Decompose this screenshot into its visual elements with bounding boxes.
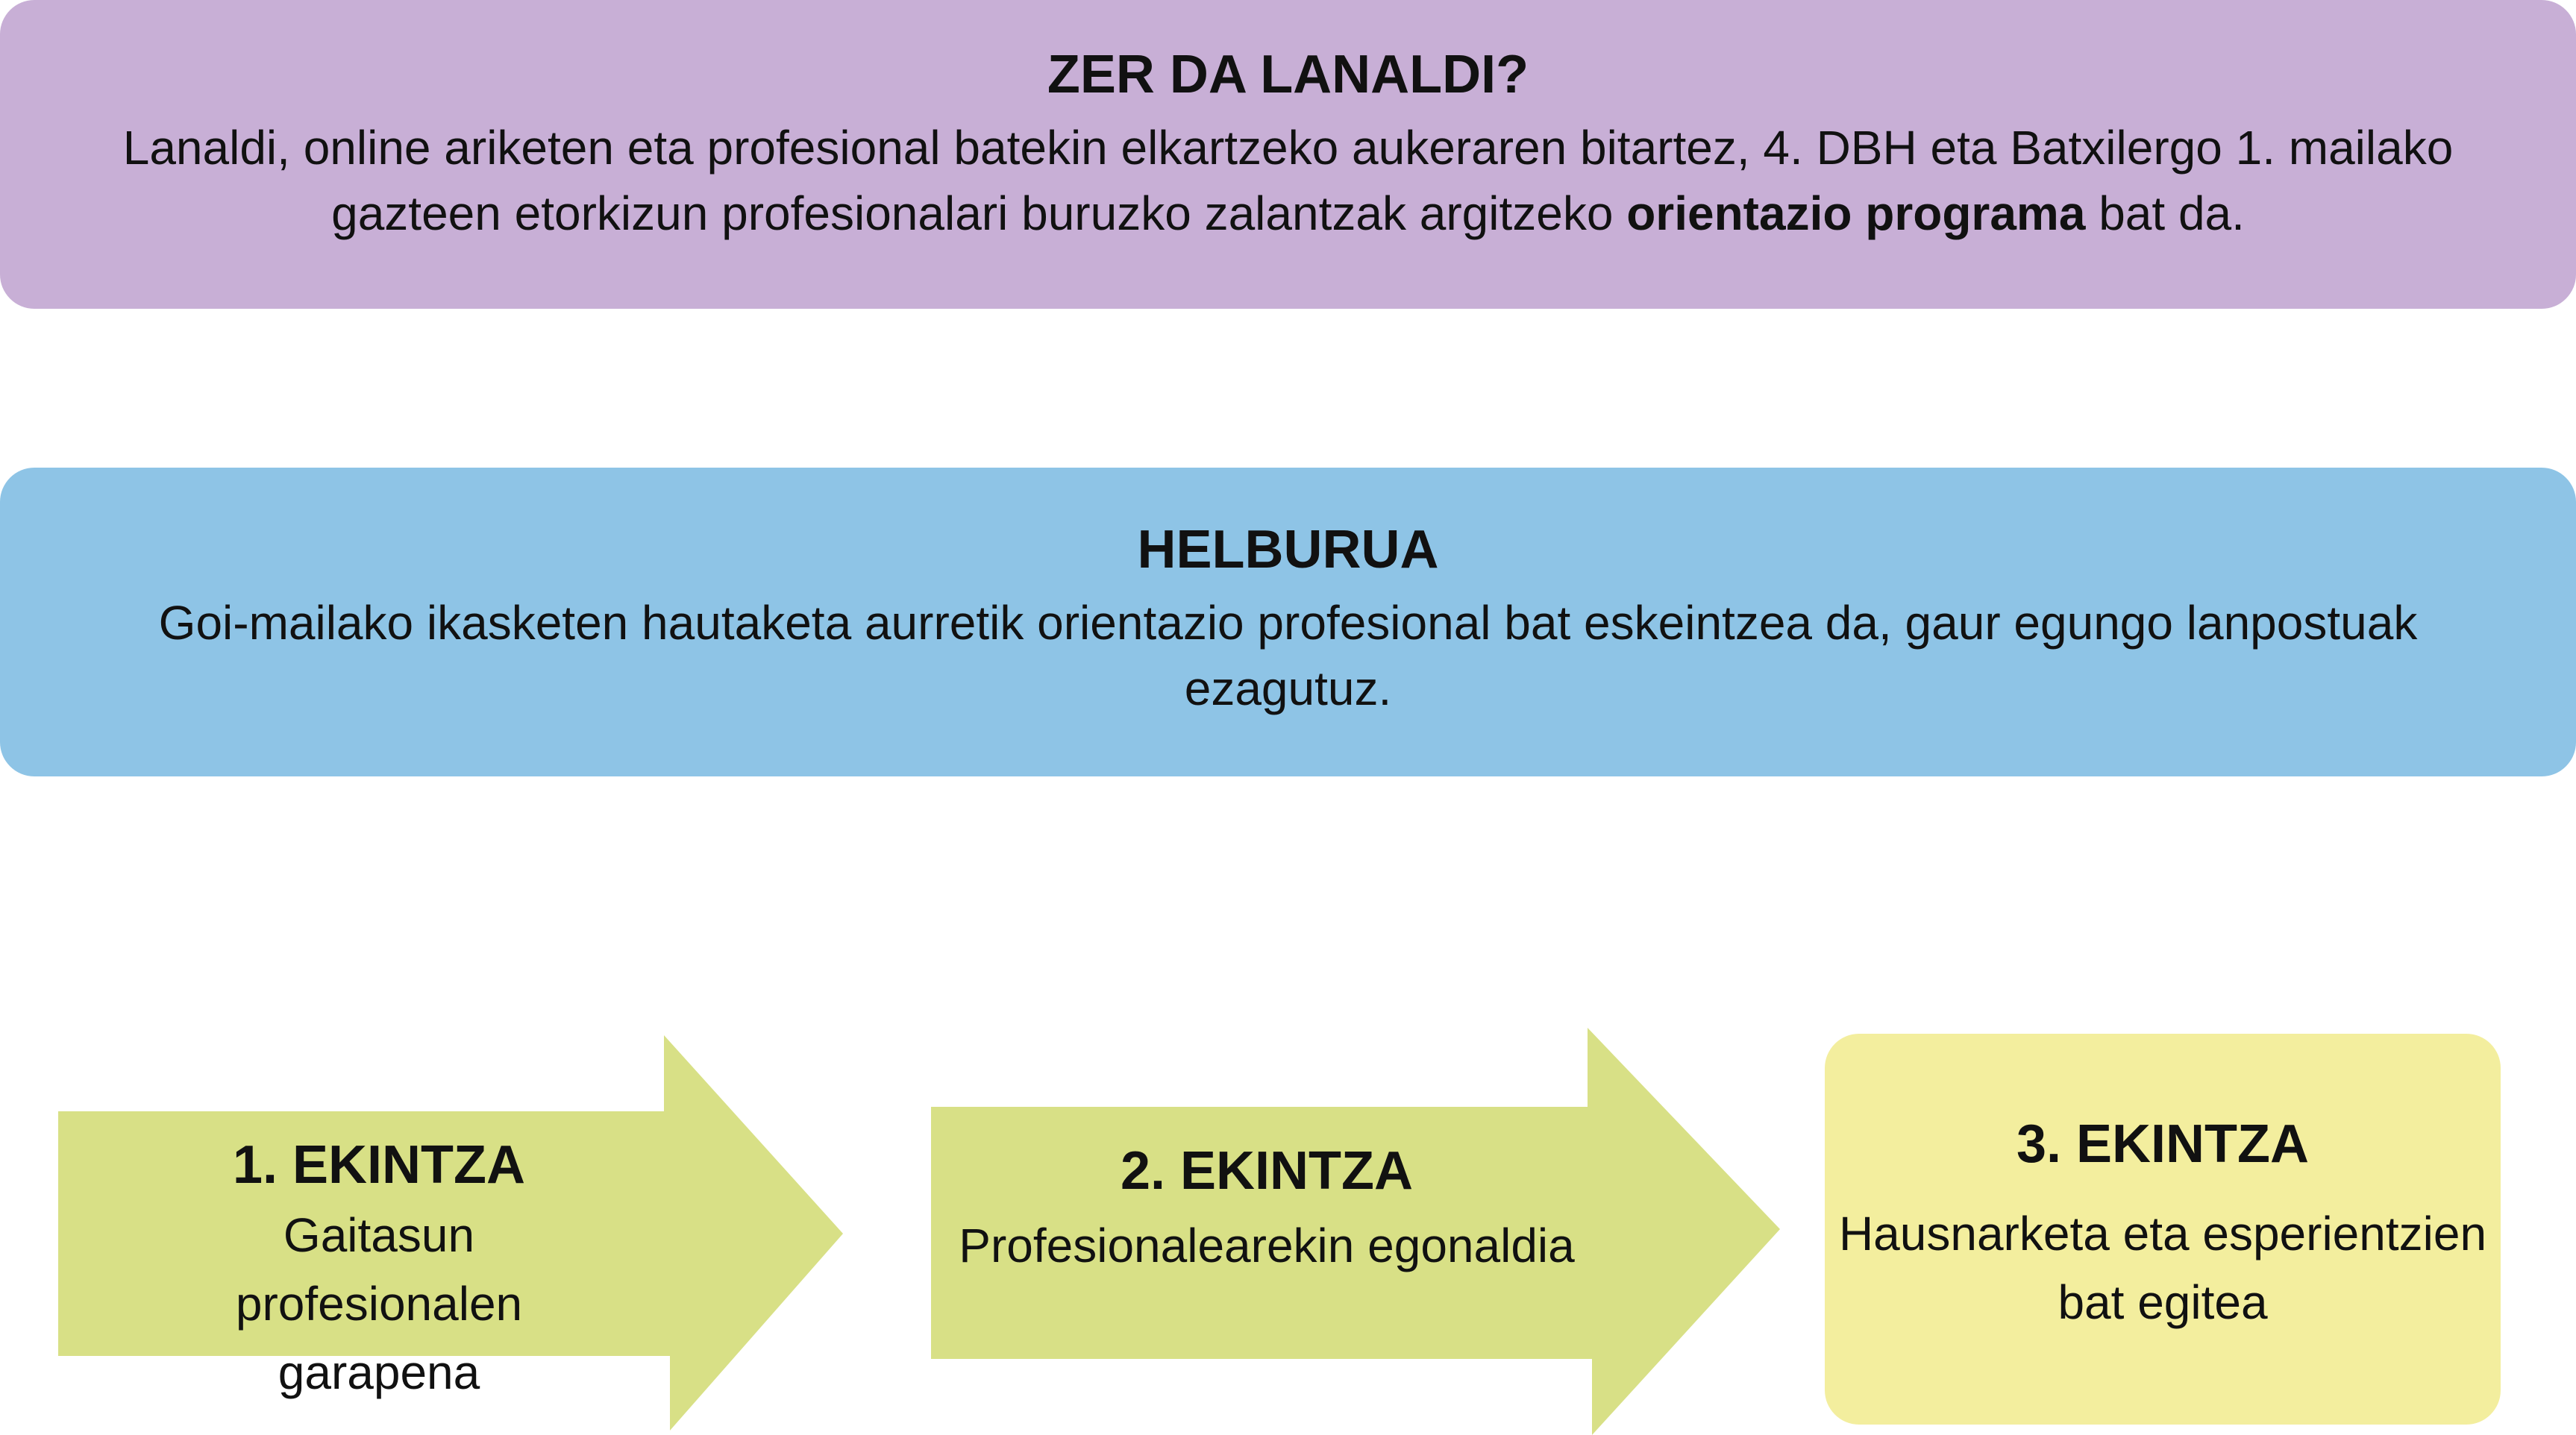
what-is-lanaldi-text — [72, 115, 2504, 246]
step-1-label — [58, 1129, 700, 1407]
step-3-text: Hausnarketa eta esperientzien bat egitea — [1838, 1207, 2487, 1329]
what-is-lanaldi-box — [0, 0, 2576, 309]
step-2-label — [931, 1135, 1602, 1280]
step-1-text: Gaitasun profesionalen garapena — [235, 1208, 523, 1399]
step-2-title: 2. EKINTZA — [1120, 1141, 1414, 1201]
step-2-text: Profesionalearekin egonaldia — [959, 1219, 1575, 1272]
what-is-lanaldi-title: ZER DA LANALDI? — [1047, 45, 1529, 104]
what-is-lanaldi-text-end: bat da. — [2085, 186, 2245, 240]
goal-title: HELBURUA — [1137, 520, 1439, 580]
step-1-arrow — [58, 1035, 843, 1431]
step-1-title: 1. EKINTZA — [232, 1135, 526, 1195]
what-is-lanaldi-text-bold: orientazio programa — [1626, 186, 2086, 240]
goal-box — [0, 468, 2576, 776]
what-is-lanaldi-text-start: Lanaldi, online ariketen eta profesional batekin elkartzeko aukeraren bitartez, 4. DBH eta Batxilergo 1. mailako gazteen etorkizun profesionalari buruzko zalantzak argitzeko — [122, 121, 2454, 240]
step-2-arrow — [931, 1028, 1780, 1435]
step-3-title: 3. EKINTZA — [2016, 1114, 2310, 1174]
goal-text: Goi-mailako ikasketen hautaketa aurretik orientazio profesional bat eskeintzea da, gaur egungo lanpostuak ezagutuz. — [158, 596, 2418, 715]
step-3-box — [1825, 1034, 2501, 1425]
